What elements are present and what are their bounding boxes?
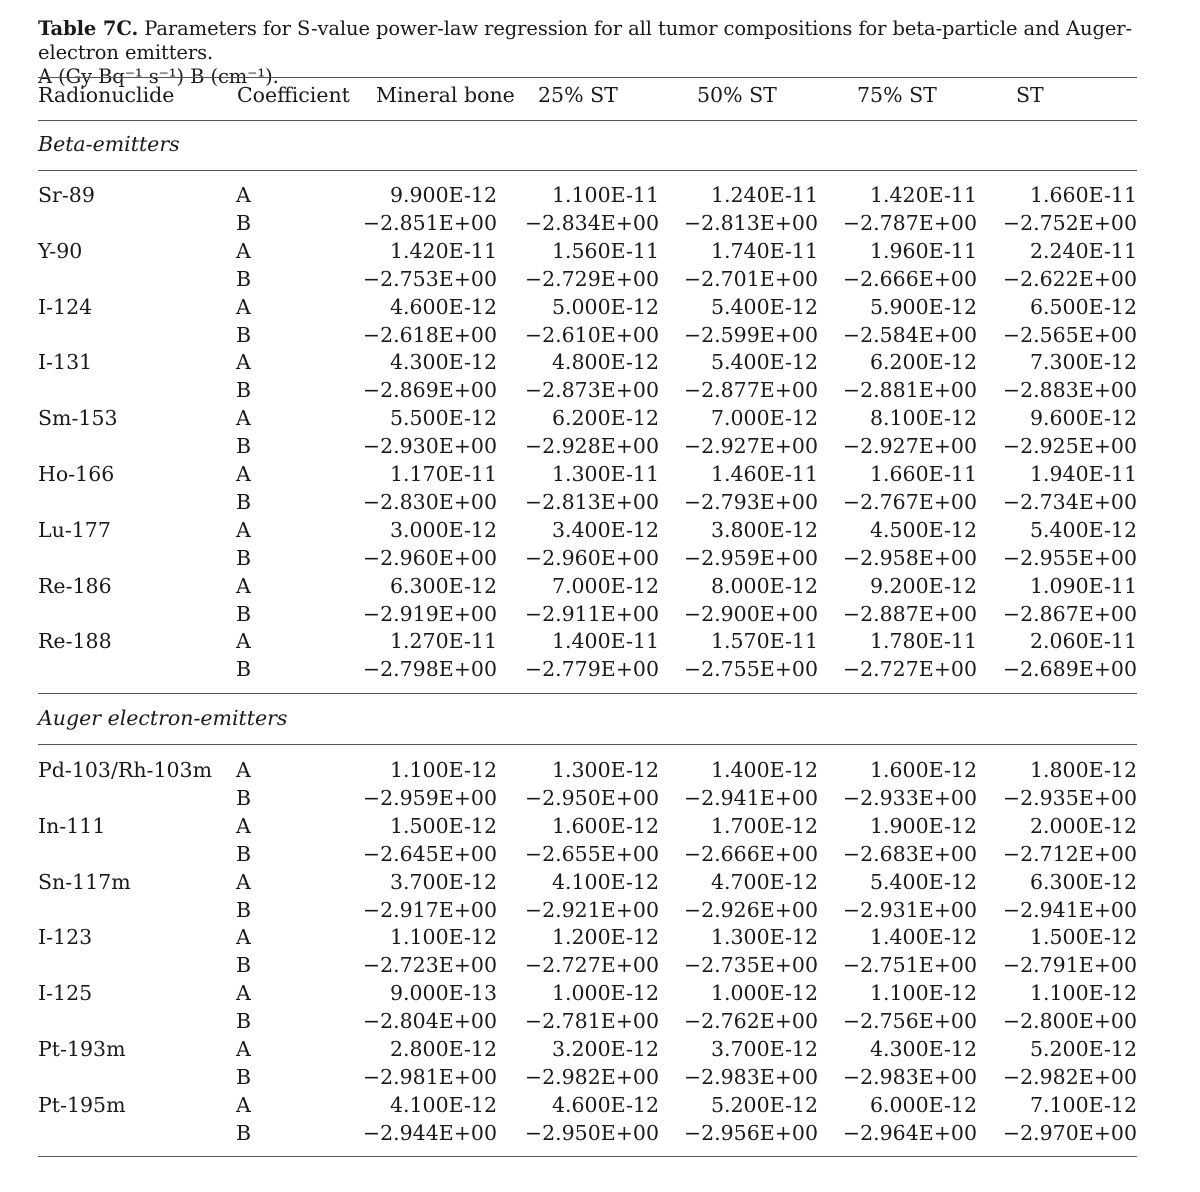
value-cell: −2.727E+00 [842, 657, 977, 682]
value-cell: −2.925E+00 [1002, 434, 1137, 459]
value-cell: −2.887E+00 [842, 601, 977, 626]
radionuclide-name: Ho-166 [38, 462, 115, 486]
coefficient-a: A [236, 517, 251, 542]
value-cell: 5.200E-12 [1029, 1037, 1137, 1061]
value-cell: −2.762E+00 [683, 1009, 818, 1034]
value-cell: 7.000E-12 [710, 406, 818, 431]
coefficient-b: B [236, 545, 252, 570]
radionuclide-name: Y-90 [38, 238, 83, 263]
value-cell: −2.869E+00 [362, 378, 497, 403]
value-cell: 4.100E-12 [389, 1092, 497, 1117]
header-mineral-bone: Mineral bone [376, 83, 515, 107]
value-cell: −2.982E+00 [524, 1064, 659, 1089]
value-cell: 1.500E-12 [389, 813, 497, 838]
value-cell: 3.000E-12 [389, 517, 497, 542]
value-cell: 1.460E-11 [710, 462, 818, 486]
value-cell: 4.300E-12 [389, 350, 497, 375]
value-cell: 6.000E-12 [869, 1092, 977, 1117]
section-rule [38, 170, 1137, 171]
value-cell: 1.600E-12 [869, 758, 977, 782]
coefficient-b: B [236, 266, 252, 291]
value-cell: −2.781E+00 [524, 1009, 659, 1034]
value-cell: 1.000E-12 [710, 981, 818, 1006]
value-cell: −2.959E+00 [683, 545, 818, 570]
radionuclide-name: I-123 [38, 925, 93, 950]
coefficient-b: B [236, 378, 252, 403]
value-cell: 4.700E-12 [710, 869, 818, 894]
value-cell: 8.000E-12 [710, 573, 818, 598]
coefficient-a: A [236, 869, 251, 894]
value-cell: 4.600E-12 [389, 294, 497, 319]
value-cell: −2.787E+00 [842, 210, 977, 235]
value-cell: 1.170E-11 [389, 462, 497, 486]
coefficient-a: A [236, 294, 251, 319]
coefficient-a: A [236, 406, 251, 431]
value-cell: 1.570E-11 [710, 629, 818, 654]
radionuclide-name: Re-188 [38, 629, 112, 654]
coefficient-a: A [236, 758, 251, 782]
value-cell: −2.927E+00 [842, 434, 977, 459]
value-cell: 5.400E-12 [710, 294, 818, 319]
coefficient-a: A [236, 1092, 251, 1117]
coefficient-a: A [236, 350, 251, 375]
value-cell: 3.200E-12 [551, 1037, 659, 1061]
coefficient-b: B [236, 601, 252, 626]
value-cell: 1.420E-11 [389, 238, 497, 263]
value-cell: 8.100E-12 [869, 406, 977, 431]
value-cell: −2.751E+00 [842, 953, 977, 978]
value-cell: 5.400E-12 [710, 350, 818, 375]
caption-title-line [38, 17, 1168, 65]
value-cell: −2.921E+00 [524, 897, 659, 922]
value-cell: 5.400E-12 [1029, 517, 1137, 542]
value-cell: −2.917E+00 [362, 897, 497, 922]
value-cell: 9.200E-12 [869, 573, 977, 598]
section-title: Beta-emitters [38, 132, 180, 156]
coefficient-b: B [236, 434, 252, 459]
value-cell: −2.956E+00 [683, 1120, 818, 1145]
radionuclide-name: Re-186 [38, 573, 112, 598]
section-rule [38, 744, 1137, 745]
value-cell: −2.960E+00 [524, 545, 659, 570]
value-cell: 1.100E-12 [1029, 981, 1137, 1006]
value-cell: 4.300E-12 [869, 1037, 977, 1061]
radionuclide-name: Pd-103/Rh-103m [38, 758, 213, 782]
value-cell: 1.400E-12 [710, 758, 818, 782]
value-cell: 5.000E-12 [551, 294, 659, 319]
coefficient-a: A [236, 925, 251, 950]
value-cell: 1.960E-11 [869, 238, 977, 263]
radionuclide-name: Lu-177 [38, 517, 111, 542]
value-cell: −2.804E+00 [362, 1009, 497, 1034]
radionuclide-name: Sr-89 [38, 183, 95, 207]
value-cell: −2.755E+00 [683, 657, 818, 682]
value-cell: 5.500E-12 [389, 406, 497, 431]
value-cell: 1.100E-12 [389, 758, 497, 782]
value-cell: −2.655E+00 [524, 841, 659, 866]
coefficient-a: A [236, 573, 251, 598]
value-cell: 1.240E-11 [710, 183, 818, 207]
value-cell: 1.100E-11 [551, 183, 659, 207]
value-cell: 7.300E-12 [1029, 350, 1137, 375]
value-cell: 5.400E-12 [869, 869, 977, 894]
value-cell: −2.645E+00 [362, 841, 497, 866]
value-cell: −2.950E+00 [524, 1120, 659, 1145]
radionuclide-name: Pt-193m [38, 1037, 126, 1061]
value-cell: 5.200E-12 [710, 1092, 818, 1117]
value-cell: −2.779E+00 [524, 657, 659, 682]
value-cell: 6.200E-12 [551, 406, 659, 431]
radionuclide-name: I-124 [38, 294, 93, 319]
value-cell: −2.666E+00 [683, 841, 818, 866]
value-cell: −2.926E+00 [683, 897, 818, 922]
coefficient-b: B [236, 1009, 252, 1034]
value-cell: 1.940E-11 [1029, 462, 1137, 486]
header-st: ST [1016, 83, 1044, 107]
header-radionuclide: Radionuclide [38, 83, 175, 107]
value-cell: −2.930E+00 [362, 434, 497, 459]
value-cell: 1.300E-11 [551, 462, 659, 486]
value-cell: −2.767E+00 [842, 489, 977, 514]
value-cell: −2.565E+00 [1002, 322, 1137, 347]
value-cell: −2.701E+00 [683, 266, 818, 291]
value-cell: −2.927E+00 [683, 434, 818, 459]
coefficient-b: B [236, 657, 252, 682]
value-cell: −2.756E+00 [842, 1009, 977, 1034]
value-cell: 9.900E-12 [389, 183, 497, 207]
value-cell: 1.100E-12 [869, 981, 977, 1006]
value-cell: −2.941E+00 [683, 785, 818, 810]
value-cell: 7.000E-12 [551, 573, 659, 598]
value-cell: 4.500E-12 [869, 517, 977, 542]
value-cell: 1.660E-11 [1029, 183, 1137, 207]
value-cell: −2.867E+00 [1002, 601, 1137, 626]
value-cell: 1.420E-11 [869, 183, 977, 207]
coefficient-a: A [236, 238, 251, 263]
value-cell: −2.813E+00 [683, 210, 818, 235]
value-cell: 1.400E-12 [869, 925, 977, 950]
value-cell: −2.931E+00 [842, 897, 977, 922]
value-cell: −2.599E+00 [683, 322, 818, 347]
value-cell: −2.970E+00 [1002, 1120, 1137, 1145]
value-cell: −2.950E+00 [524, 785, 659, 810]
value-cell: −2.955E+00 [1002, 545, 1137, 570]
value-cell: −2.981E+00 [362, 1064, 497, 1089]
value-cell: 2.060E-11 [1029, 629, 1137, 654]
value-cell: 1.780E-11 [869, 629, 977, 654]
value-cell: −2.935E+00 [1002, 785, 1137, 810]
coefficient-b: B [236, 785, 252, 810]
value-cell: −2.881E+00 [842, 378, 977, 403]
value-cell: 3.700E-12 [389, 869, 497, 894]
value-cell: −2.830E+00 [362, 489, 497, 514]
value-cell: 9.600E-12 [1029, 406, 1137, 431]
value-cell: −2.683E+00 [842, 841, 977, 866]
value-cell: −2.753E+00 [362, 266, 497, 291]
coefficient-a: A [236, 813, 251, 838]
value-cell: −2.960E+00 [362, 545, 497, 570]
value-cell: −2.911E+00 [524, 601, 659, 626]
value-cell: −2.793E+00 [683, 489, 818, 514]
top-rule [38, 77, 1137, 78]
value-cell: 1.200E-12 [551, 925, 659, 950]
value-cell: −2.959E+00 [362, 785, 497, 810]
coefficient-a: A [236, 462, 251, 486]
value-cell: 6.300E-12 [1029, 869, 1137, 894]
header-50-st: 50% ST [697, 83, 777, 107]
value-cell: 1.500E-12 [1029, 925, 1137, 950]
value-cell: 6.500E-12 [1029, 294, 1137, 319]
value-cell: −2.941E+00 [1002, 897, 1137, 922]
bottom-rule [38, 1156, 1137, 1157]
value-cell: −2.689E+00 [1002, 657, 1137, 682]
radionuclide-name: In-111 [38, 813, 106, 838]
coefficient-b: B [236, 1064, 252, 1089]
value-cell: 4.100E-12 [551, 869, 659, 894]
coefficient-b: B [236, 489, 252, 514]
coefficient-a: A [236, 981, 251, 1006]
value-cell: 1.100E-12 [389, 925, 497, 950]
value-cell: −2.851E+00 [362, 210, 497, 235]
caption-label: Table 7C. [38, 17, 139, 40]
coefficient-a: A [236, 629, 251, 654]
value-cell: −2.813E+00 [524, 489, 659, 514]
radionuclide-name: I-131 [38, 350, 93, 375]
radionuclide-name: Pt-195m [38, 1092, 126, 1117]
value-cell: −2.610E+00 [524, 322, 659, 347]
value-cell: 3.400E-12 [551, 517, 659, 542]
value-cell: −2.584E+00 [842, 322, 977, 347]
coefficient-b: B [236, 953, 252, 978]
value-cell: 1.700E-12 [710, 813, 818, 838]
value-cell: −2.712E+00 [1002, 841, 1137, 866]
coefficient-b: B [236, 210, 252, 235]
value-cell: −2.964E+00 [842, 1120, 977, 1145]
value-cell: −2.834E+00 [524, 210, 659, 235]
value-cell: 1.400E-11 [551, 629, 659, 654]
coefficient-b: B [236, 897, 252, 922]
value-cell: −2.900E+00 [683, 601, 818, 626]
value-cell: 1.300E-12 [710, 925, 818, 950]
value-cell: −2.791E+00 [1002, 953, 1137, 978]
table-caption [38, 17, 1168, 89]
section-end-rule [38, 693, 1137, 694]
value-cell: −2.928E+00 [524, 434, 659, 459]
coefficient-a: A [236, 183, 251, 207]
radionuclide-name: I-125 [38, 981, 93, 1006]
coefficient-b: B [236, 322, 252, 347]
value-cell: 3.800E-12 [710, 517, 818, 542]
value-cell: −2.800E+00 [1002, 1009, 1137, 1034]
value-cell: −2.752E+00 [1002, 210, 1137, 235]
coefficient-b: B [236, 1120, 252, 1145]
header-75-st: 75% ST [857, 83, 937, 107]
value-cell: 2.240E-11 [1029, 238, 1137, 263]
value-cell: 1.090E-11 [1029, 573, 1137, 598]
value-cell: −2.919E+00 [362, 601, 497, 626]
value-cell: −2.727E+00 [524, 953, 659, 978]
value-cell: 1.740E-11 [710, 238, 818, 263]
value-cell: 4.600E-12 [551, 1092, 659, 1117]
coefficient-a: A [236, 1037, 251, 1061]
value-cell: 1.560E-11 [551, 238, 659, 263]
value-cell: 1.000E-12 [551, 981, 659, 1006]
value-cell: 1.600E-12 [551, 813, 659, 838]
value-cell: 2.800E-12 [389, 1037, 497, 1061]
value-cell: −2.622E+00 [1002, 266, 1137, 291]
value-cell: 3.700E-12 [710, 1037, 818, 1061]
value-cell: −2.933E+00 [842, 785, 977, 810]
value-cell: −2.618E+00 [362, 322, 497, 347]
value-cell: −2.723E+00 [362, 953, 497, 978]
header-rule [38, 120, 1137, 121]
caption-units: A (Gy Bq⁻¹ s⁻¹) B (cm⁻¹). [38, 65, 279, 88]
value-cell: 4.800E-12 [551, 350, 659, 375]
value-cell: 6.200E-12 [869, 350, 977, 375]
value-cell: 7.100E-12 [1029, 1092, 1137, 1117]
value-cell: 5.900E-12 [869, 294, 977, 319]
value-cell: −2.729E+00 [524, 266, 659, 291]
value-cell: −2.877E+00 [683, 378, 818, 403]
value-cell: −2.883E+00 [1002, 378, 1137, 403]
coefficient-b: B [236, 841, 252, 866]
value-cell: 6.300E-12 [389, 573, 497, 598]
radionuclide-name: Sm-153 [38, 406, 118, 431]
value-cell: 1.900E-12 [869, 813, 977, 838]
caption-text: Parameters for S-value power-law regression for all tumor compositions for beta-particle and Auger-electron emitters. [38, 17, 1132, 64]
value-cell: 1.300E-12 [551, 758, 659, 782]
value-cell: 9.000E-13 [389, 981, 497, 1006]
value-cell: −2.983E+00 [842, 1064, 977, 1089]
value-cell: −2.958E+00 [842, 545, 977, 570]
value-cell: 1.270E-11 [389, 629, 497, 654]
value-cell: 1.660E-11 [869, 462, 977, 486]
radionuclide-name: Sn-117m [38, 869, 131, 894]
value-cell: −2.666E+00 [842, 266, 977, 291]
value-cell: −2.983E+00 [683, 1064, 818, 1089]
value-cell: −2.735E+00 [683, 953, 818, 978]
value-cell: −2.734E+00 [1002, 489, 1137, 514]
header-25-st: 25% ST [538, 83, 618, 107]
value-cell: −2.873E+00 [524, 378, 659, 403]
value-cell: −2.798E+00 [362, 657, 497, 682]
section-title: Auger electron-emitters [38, 706, 288, 730]
value-cell: 2.000E-12 [1029, 813, 1137, 838]
value-cell: −2.982E+00 [1002, 1064, 1137, 1089]
value-cell: −2.944E+00 [362, 1120, 497, 1145]
value-cell: 1.800E-12 [1029, 758, 1137, 782]
header-coefficient: Coefficient [237, 83, 350, 107]
